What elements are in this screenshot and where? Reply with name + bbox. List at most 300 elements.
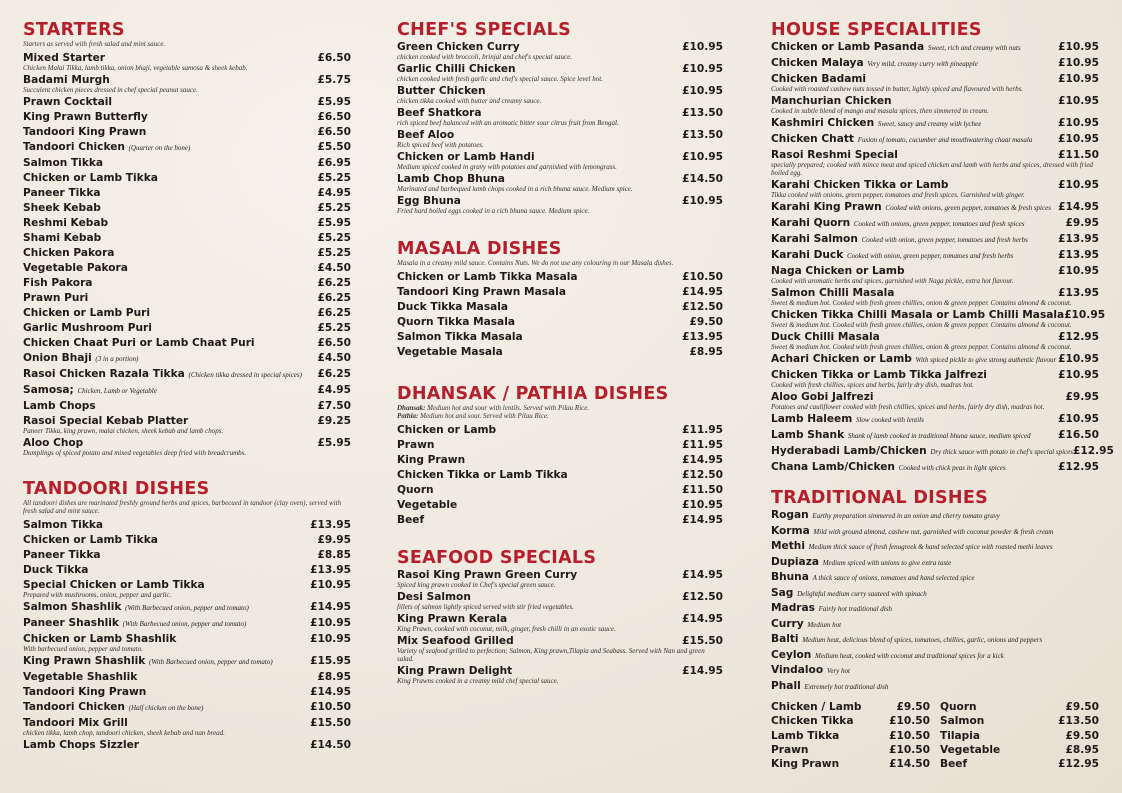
item-price: £10.95	[1058, 413, 1099, 425]
price-table-name: Tilapia	[940, 729, 981, 742]
menu-item-row	[397, 345, 723, 360]
item-price: £6.25	[317, 367, 351, 380]
item-description: Rich spiced beef with potatoes.	[397, 141, 484, 149]
menu-item	[23, 670, 351, 685]
item-name-text: Korma	[771, 524, 810, 537]
item-inline-desc: Fairly hot traditional dish	[818, 605, 892, 613]
item-price: £10.95	[682, 63, 723, 75]
menu-item	[397, 150, 723, 171]
item-inline-desc: Very hot	[826, 667, 850, 675]
price-table-price: £14.50	[889, 758, 930, 771]
item-description: Potatoes and cauliflower cooked with fresh chillies, spices and herbs, fairly dry dish, madras hot.	[771, 403, 1045, 411]
menu-item	[771, 632, 1099, 648]
item-name-text: Tandoori Chicken	[23, 700, 125, 713]
menu-section-traditional-dishes	[771, 488, 1099, 771]
item-name	[771, 570, 975, 586]
item-price: £10.95	[1058, 95, 1099, 107]
item-name	[397, 285, 566, 300]
item-price: £11.95	[682, 423, 723, 436]
item-description: chicken tikka cooked with butter and creamy sauce.	[397, 97, 542, 105]
item-name-text: Karahi Duck	[771, 249, 844, 261]
item-price: £13.50	[682, 129, 723, 141]
menu-item	[23, 186, 351, 201]
item-name-text: Karahi Salmon	[771, 233, 858, 245]
menu-item-row	[23, 563, 351, 578]
menu-item-row	[23, 616, 351, 632]
item-name	[771, 216, 1024, 232]
menu-item	[23, 716, 351, 737]
menu-item	[771, 72, 1099, 93]
item-name-text: Duck Tikka Masala	[397, 300, 509, 313]
item-name-text: Lamb Chop Bhuna	[397, 173, 505, 185]
item-description: King Prawns cooked in a creamy mild chef special sauce.	[397, 676, 559, 685]
item-name-text: Chicken Tikka or Lamb Tikka	[397, 468, 568, 481]
menu-item	[23, 399, 351, 414]
item-description: chicken tikka, lamb chop, tandoori chicken, sheek kebab and nan bread.	[23, 728, 225, 737]
item-name	[397, 513, 424, 528]
menu-item	[23, 700, 351, 716]
item-name-text: Paneer Tikka	[23, 186, 101, 199]
price-table-name: Vegetable	[940, 743, 1001, 756]
item-name	[23, 291, 88, 306]
menu-item	[397, 270, 723, 285]
item-name	[771, 555, 951, 571]
menu-item-row	[771, 444, 1114, 460]
item-description: Succulent chicken pieces dressed in chef special peanut sauce.	[23, 85, 198, 94]
menu-item	[23, 533, 351, 548]
item-name-text: Lamb Chops Sizzler	[23, 738, 140, 751]
item-price: £5.25	[317, 231, 351, 244]
item-inline-desc: (Half chicken on the bone)	[128, 703, 204, 712]
price-table-price: £9.50	[1065, 729, 1099, 742]
menu-item-row	[771, 200, 1099, 216]
item-price: £14.95	[1058, 201, 1099, 213]
item-inline-desc: Extremely hot traditional dish	[804, 682, 889, 691]
menu-item	[771, 178, 1099, 199]
item-name-text: Aloo Chop	[23, 436, 84, 449]
menu-item-row	[23, 246, 351, 261]
item-name	[23, 518, 103, 533]
menu-item-row	[23, 306, 351, 321]
item-price: £12.50	[682, 590, 723, 603]
item-name	[23, 95, 112, 110]
menu-item	[23, 548, 351, 563]
item-name-text: Tandoori King Prawn Masala	[397, 285, 566, 298]
item-name-text: Paneer Tikka	[23, 548, 101, 561]
section-note-label: Pathia:	[397, 412, 419, 420]
item-name	[397, 468, 568, 483]
item-description: Sweet & medium hot. Cooked with fresh green chillies, onion & green pepper. Contains almond & coconut.	[771, 321, 1072, 329]
menu-item	[771, 601, 1099, 617]
menu-item	[771, 570, 1099, 586]
item-name	[23, 246, 114, 261]
menu-item-row	[23, 95, 351, 110]
item-name-text: Chicken or Lamb Pasanda	[771, 41, 925, 53]
menu-column-1	[23, 20, 351, 753]
menu-item	[23, 140, 351, 156]
item-name-text: Duck Chilli Masala	[771, 331, 880, 343]
item-name-text: Rasoi King Prawn Green Curry	[397, 568, 578, 581]
item-name	[23, 548, 101, 563]
item-price: £10.95	[1058, 369, 1099, 381]
menu-item	[23, 654, 351, 670]
item-name-text: Vindaloo	[771, 664, 824, 676]
menu-item	[23, 201, 351, 216]
menu-item-row	[771, 617, 1099, 633]
item-name-text: Mix Seafood Grilled	[397, 634, 514, 647]
item-name-text: Fish Pakora	[23, 276, 93, 289]
item-name-text: Vegetable Masala	[397, 345, 503, 358]
menu-item	[771, 428, 1099, 444]
item-name-text: Beef Shatkora	[397, 107, 482, 119]
menu-item-row	[23, 110, 351, 125]
item-name	[23, 156, 103, 171]
item-price: £5.25	[317, 246, 351, 259]
item-name-text: Balti	[771, 633, 799, 645]
menu-item	[23, 246, 351, 261]
menu-item	[397, 84, 723, 105]
item-description: Paneer Tikka, king prawn, malai chicken, sheek kebab and lamb chops.	[23, 426, 224, 435]
item-description: Cooked with roasted cashew nuts tossed in butter, lightly spiced and flavoured with herbs.	[771, 85, 1024, 93]
item-description: Medium spiced cooked in gravy with potatoes and garnished with lemongrass.	[397, 163, 617, 171]
item-name-text: Tandoori King Prawn	[23, 685, 147, 698]
item-inline-desc: Medium spiced with unions to give extra taste	[822, 558, 952, 567]
item-name-text: Hyderabadi Lamb/Chicken	[771, 445, 927, 457]
item-name	[771, 412, 924, 428]
item-name-text: Salmon Tikka	[23, 156, 104, 169]
menu-item-row	[23, 670, 351, 685]
item-price: £6.25	[317, 291, 351, 304]
menu-item	[23, 125, 351, 140]
menu-item-row	[23, 140, 351, 156]
menu-column-2	[397, 20, 723, 686]
item-inline-desc: Medium thick sauce of fresh fenugreek & hand selected spice with roasted methi leaves	[808, 543, 1053, 551]
menu-item-row	[23, 321, 351, 336]
item-name-text: Chicken or Lamb	[397, 423, 497, 436]
menu-item-row	[771, 460, 1099, 476]
menu-item-row	[771, 539, 1099, 555]
item-price: £11.50	[682, 483, 723, 496]
menu-item-row	[771, 352, 1099, 368]
item-name	[771, 508, 1000, 524]
menu-item	[23, 600, 351, 616]
menu-section-starters	[23, 20, 351, 457]
menu-item-row	[397, 330, 723, 345]
price-table-price: £10.50	[889, 729, 930, 742]
section-note: All tandoori dishes are marinated freshly ground herbs and spices, barbecued in tandoor (clay oven), served with fresh salad and mint sauce.	[23, 498, 342, 515]
price-table	[771, 700, 1099, 771]
item-name	[23, 110, 148, 125]
item-name-text: Mixed Starter	[23, 51, 106, 64]
menu-item-row	[771, 132, 1099, 148]
item-name-text: Rogan	[771, 509, 809, 521]
item-price: £5.25	[317, 321, 351, 334]
menu-item-row	[771, 116, 1099, 132]
item-price: £4.95	[317, 186, 351, 199]
price-table-name: Salmon	[940, 715, 985, 728]
menu-item	[397, 128, 723, 149]
item-inline-desc: (With Barbecued onion, pepper and tomato)	[149, 657, 273, 666]
item-name	[771, 428, 1031, 444]
item-name-text: Chana Lamb/Chicken	[771, 461, 895, 473]
item-name-text: Manchurian Chicken	[771, 95, 892, 107]
item-name	[397, 438, 434, 453]
item-name-text: Butter Chicken	[397, 85, 486, 97]
menu-item	[397, 194, 723, 215]
menu-item	[771, 40, 1099, 56]
item-price: £13.95	[310, 563, 351, 576]
item-price: £14.95	[682, 513, 723, 526]
menu-item	[23, 216, 351, 231]
item-name-text: Chicken or Lamb Tikka	[23, 533, 158, 546]
section-note-label: Dhansak:	[397, 403, 426, 412]
item-name-text: Madras	[771, 602, 815, 614]
menu-item-row	[771, 632, 1099, 648]
menu-item	[23, 578, 351, 599]
item-price: £10.95	[310, 578, 351, 591]
item-name-text: Sag	[771, 586, 794, 599]
item-name-text: Karahi Chicken Tikka or Lamb	[771, 179, 949, 191]
menu-item-row	[23, 201, 351, 216]
section-title: TRADITIONAL DISHES	[771, 488, 988, 508]
menu-item-row	[771, 428, 1099, 444]
item-name	[23, 654, 273, 670]
price-table-row	[771, 700, 930, 714]
price-table-name: Chicken Tikka	[771, 715, 854, 728]
menu-item	[771, 264, 1099, 285]
item-price: £10.95	[1058, 179, 1099, 191]
item-name-text: Paneer Shashlik	[23, 616, 119, 629]
item-name-text: Curry	[771, 617, 804, 630]
section-title: CHEF'S SPECIALS	[397, 20, 571, 40]
item-price: £12.95	[1058, 461, 1099, 473]
menu-item-row	[771, 586, 1099, 602]
menu-item-row	[397, 453, 723, 468]
menu-item	[771, 232, 1099, 248]
item-price: £9.95	[317, 533, 351, 546]
price-table-name: Beef	[940, 758, 968, 771]
menu-item	[771, 352, 1099, 368]
section-note	[397, 404, 723, 413]
item-name-text: Badami Murgh	[23, 73, 110, 86]
menu-item	[397, 315, 723, 330]
menu-item	[771, 308, 1106, 329]
item-description: chicken cooked with fresh garlic and chef's special sauce. Spice level hot.	[397, 75, 603, 83]
section-title: DHANSAK / PATHIA DISHES	[397, 383, 669, 404]
item-name-text: Lamb Haleem	[771, 413, 853, 425]
item-price: £15.50	[310, 716, 351, 729]
item-name	[23, 738, 139, 753]
menu-item	[397, 106, 723, 127]
price-table-row	[771, 757, 930, 771]
menu-item-row	[771, 412, 1099, 428]
item-description: King Prawn, cooked with coconut, milk, ginger, fresh chilli in an exotic sauce.	[397, 624, 616, 633]
item-name	[771, 200, 1051, 216]
item-name	[23, 140, 190, 156]
item-name	[23, 216, 108, 231]
price-table-row	[771, 729, 930, 743]
item-name-text: Vegetable Shashlik	[23, 670, 138, 683]
price-table-price: £9.50	[896, 701, 930, 713]
item-price: £13.95	[682, 330, 723, 343]
price-table-row	[940, 757, 1099, 771]
item-price: £6.50	[317, 110, 351, 123]
item-name	[397, 453, 465, 468]
item-name	[23, 563, 88, 578]
item-name-text: Salmon Chilli Masala	[771, 287, 895, 299]
item-inline-desc: Sweet, rich and creamy with nuts	[927, 44, 1021, 52]
price-table-price: £10.50	[889, 743, 930, 756]
menu-item	[23, 291, 351, 306]
item-name-text: Chicken Chatt	[771, 133, 854, 145]
item-name-text: Vegetable Pakora	[23, 261, 128, 274]
item-price: £13.95	[1058, 287, 1099, 299]
item-description: Cooked in subtle blend of mango and masala spices, then simmered in cream.	[771, 107, 989, 115]
item-description: Marinated and barbequed lamb chops cooked in a rich bhuna sauce. Medium spice.	[397, 185, 633, 193]
item-name	[23, 336, 255, 351]
item-inline-desc: (With Barbecued onion, pepper and tomato)	[122, 619, 247, 628]
menu-item-row	[23, 261, 351, 276]
item-name-text: Salmon Shashlik	[23, 600, 122, 613]
item-price: £10.95	[310, 632, 351, 645]
menu-item	[771, 330, 1099, 351]
menu-item	[23, 367, 351, 383]
menu-item	[23, 383, 351, 399]
menu-item	[23, 231, 351, 246]
item-name-text: Chicken Malaya	[771, 57, 864, 69]
menu-item	[23, 95, 351, 110]
item-name	[23, 399, 96, 414]
item-name-text: Chicken Tikka Chilli Masala or Lamb Chilli Masala	[771, 309, 1065, 321]
item-name-text: Green Chicken Curry	[397, 41, 520, 53]
item-name	[771, 539, 1053, 555]
item-price: £10.95	[1058, 57, 1099, 69]
menu-item-row	[397, 423, 723, 438]
item-price: £9.25	[317, 414, 351, 427]
item-name-text: Tandoori King Prawn	[23, 125, 147, 138]
item-name	[23, 201, 101, 216]
item-name-text: Garlic Mushroom Puri	[23, 321, 152, 334]
price-table-row	[771, 743, 930, 757]
item-price: £14.95	[682, 285, 723, 298]
menu-item	[23, 336, 351, 351]
section-title: SEAFOOD SPECIALS	[397, 547, 597, 568]
menu-item	[397, 285, 723, 300]
item-name	[23, 600, 249, 616]
item-name-text: Sheek Kebab	[23, 201, 101, 214]
menu-item-row	[397, 483, 723, 498]
item-price: £5.25	[317, 201, 351, 214]
item-price: £9.50	[689, 315, 723, 328]
price-table-price: £10.50	[889, 715, 930, 728]
item-description: Prepared with mushrooms, onion, pepper and garlic.	[23, 590, 172, 599]
section-title: HOUSE SPECIALITIES	[771, 20, 982, 40]
section-title: MASALA DISHES	[397, 239, 562, 259]
item-name	[771, 632, 1042, 648]
menu-item-row	[397, 315, 723, 330]
item-price: £5.75	[317, 73, 351, 86]
menu-item	[23, 306, 351, 321]
item-name	[23, 351, 138, 367]
item-price: £6.95	[317, 156, 351, 169]
menu-item-row	[23, 186, 351, 201]
menu-item-row	[23, 600, 351, 616]
section-note: Masala in a creamy mild sauce. Contains Nuts. We do not use any colouring in our Masala dishes.	[397, 259, 674, 267]
item-name-text: Reshmi Kebab	[23, 216, 109, 229]
menu-item	[771, 200, 1099, 216]
item-name-text: Naga Chicken or Lamb	[771, 265, 905, 277]
item-name-text: Ceylon	[771, 648, 812, 661]
menu-item	[771, 368, 1099, 389]
item-price: £10.95	[1058, 73, 1099, 85]
item-description: Sweet & medium hot. Cooked with fresh green chillies, onion & green pepper. Contains almond & coconut.	[771, 343, 1072, 351]
menu-item	[23, 156, 351, 171]
menu-item	[771, 56, 1099, 72]
item-price: £13.95	[310, 518, 351, 531]
item-name-text: Bhuna	[771, 571, 809, 583]
item-price: £15.95	[310, 654, 351, 667]
item-price: £13.50	[682, 107, 723, 119]
menu-item-row	[23, 533, 351, 548]
item-name-text: Chicken or Lamb Shashlik	[23, 632, 177, 645]
item-name	[397, 300, 508, 315]
menu-item	[397, 513, 723, 528]
menu-item	[397, 634, 723, 663]
item-price: £10.95	[1058, 133, 1099, 145]
menu-item	[397, 483, 723, 498]
item-name-text: Egg Bhuna	[397, 195, 461, 207]
item-price: £8.85	[317, 548, 351, 561]
item-price: £12.95	[1073, 445, 1114, 457]
item-description: chicken cooked with broccoli, brinjal and chef's special sauce.	[397, 53, 573, 61]
menu-item	[23, 171, 351, 186]
item-inline-desc: Earthy preparation simmered in an onion and cherry tomato gravy	[812, 512, 1000, 520]
item-price: £15.50	[682, 634, 723, 647]
item-description: rich spiced beef balanced with an aromatic bitter sour citrus fruit from Bengal.	[397, 119, 619, 127]
menu-item	[771, 460, 1099, 476]
menu-item-row	[23, 156, 351, 171]
item-inline-desc: Medium heat, delicious blend of spices, tomatoes, chillies, garlic, onions and peppers	[802, 636, 1043, 644]
item-name	[771, 132, 1032, 148]
price-table-row	[940, 700, 1099, 714]
menu-item	[397, 664, 723, 685]
item-name-text: Prawn Cocktail	[23, 95, 113, 108]
item-name-text: Chicken Pakora	[23, 246, 115, 259]
item-price: £10.50	[310, 700, 351, 713]
item-price: £10.95	[682, 195, 723, 207]
menu-item	[771, 617, 1099, 633]
item-name	[23, 383, 157, 399]
menu-item-row	[771, 248, 1099, 264]
menu-item	[771, 216, 1099, 232]
item-inline-desc: Mild with ground almond, cashew nut, garnished with coconut powder & fresh cream	[813, 527, 1054, 536]
item-name-text: Vegetable	[397, 498, 458, 511]
item-price: £6.50	[317, 125, 351, 138]
item-inline-desc: Cooked with onion, green pepper, tomatoes and fresh herbs	[846, 252, 1014, 260]
item-description: Cooked with fresh chillies, spices and herbs, fairly dry dish, madras hot.	[771, 381, 974, 389]
item-description: Chicken Malai Tikka, lamb tikka, onion bhaji, vegetable samosa & sheek kebab.	[23, 63, 248, 72]
item-price: £14.95	[682, 612, 723, 625]
menu-item	[23, 110, 351, 125]
item-name-text: Samosa;	[23, 383, 74, 396]
menu-item-row	[23, 171, 351, 186]
item-name	[397, 330, 523, 345]
menu-item	[771, 648, 1099, 664]
menu-item	[23, 436, 351, 457]
item-name-text: Rasoi Reshmi Special	[771, 149, 898, 161]
item-name-text: Lamb Chops	[23, 399, 96, 412]
menu-item	[771, 132, 1099, 148]
